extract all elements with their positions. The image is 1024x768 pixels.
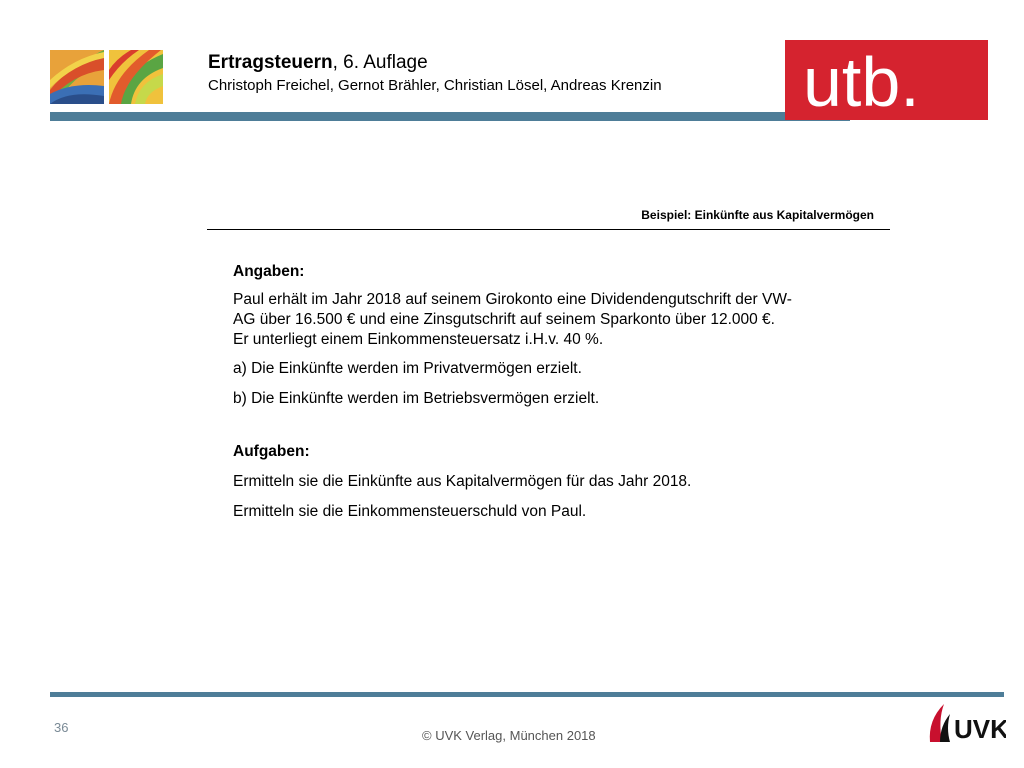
angaben-line-1: Paul erhält im Jahr 2018 auf seinem Girokonto eine Dividendengutschrift der VW- [233,291,792,308]
aufgaben-task-2: Ermitteln sie die Einkommensteuerschuld von Paul. [233,503,587,520]
angaben-heading: Angaben: [233,263,305,280]
option-a: a) Die Einkünfte werden im Privatvermögen erzielt. [233,360,582,377]
utb-logo [785,40,988,120]
utb-logo-text: utb. [803,43,920,120]
angaben-line-3: Er unterliegt einem Einkommensteuersatz i.H.v. 40 %. [233,331,604,348]
cover-art-image-2 [109,50,163,104]
uvk-logo-text: UVK [954,714,1006,744]
header-divider-bar [50,112,850,121]
book-title [208,52,428,74]
option-b: b) Die Einkünfte werden im Betriebsvermögen erzielt. [233,390,600,407]
book-title-edition: , 6. Auflage [332,52,428,73]
section-rule [207,229,890,230]
aufgaben-heading: Aufgaben: [233,443,310,460]
angaben-line-2: AG über 16.500 € und eine Zinsgutschrift auf seinem Sparkonto über 12.000 €. [233,311,775,328]
section-label: Beispiel: Einkünfte aus Kapitalvermögen [641,208,874,222]
book-authors: Christoph Freichel, Gernot Brähler, Christian Lösel, Andreas Krenzin [208,77,662,94]
cover-art-image-1 [50,50,104,104]
book-title-bold: Ertragsteuern [208,52,333,73]
uvk-logo [926,702,1006,744]
aufgaben-task-1: Ermitteln sie die Einkünfte aus Kapitalvermögen für das Jahr 2018. [233,473,692,490]
footer-divider-bar [50,692,1004,697]
exercise-content [233,262,873,522]
page-number: 36 [54,720,69,735]
copyright-notice: © UVK Verlag, München 2018 [422,728,596,743]
